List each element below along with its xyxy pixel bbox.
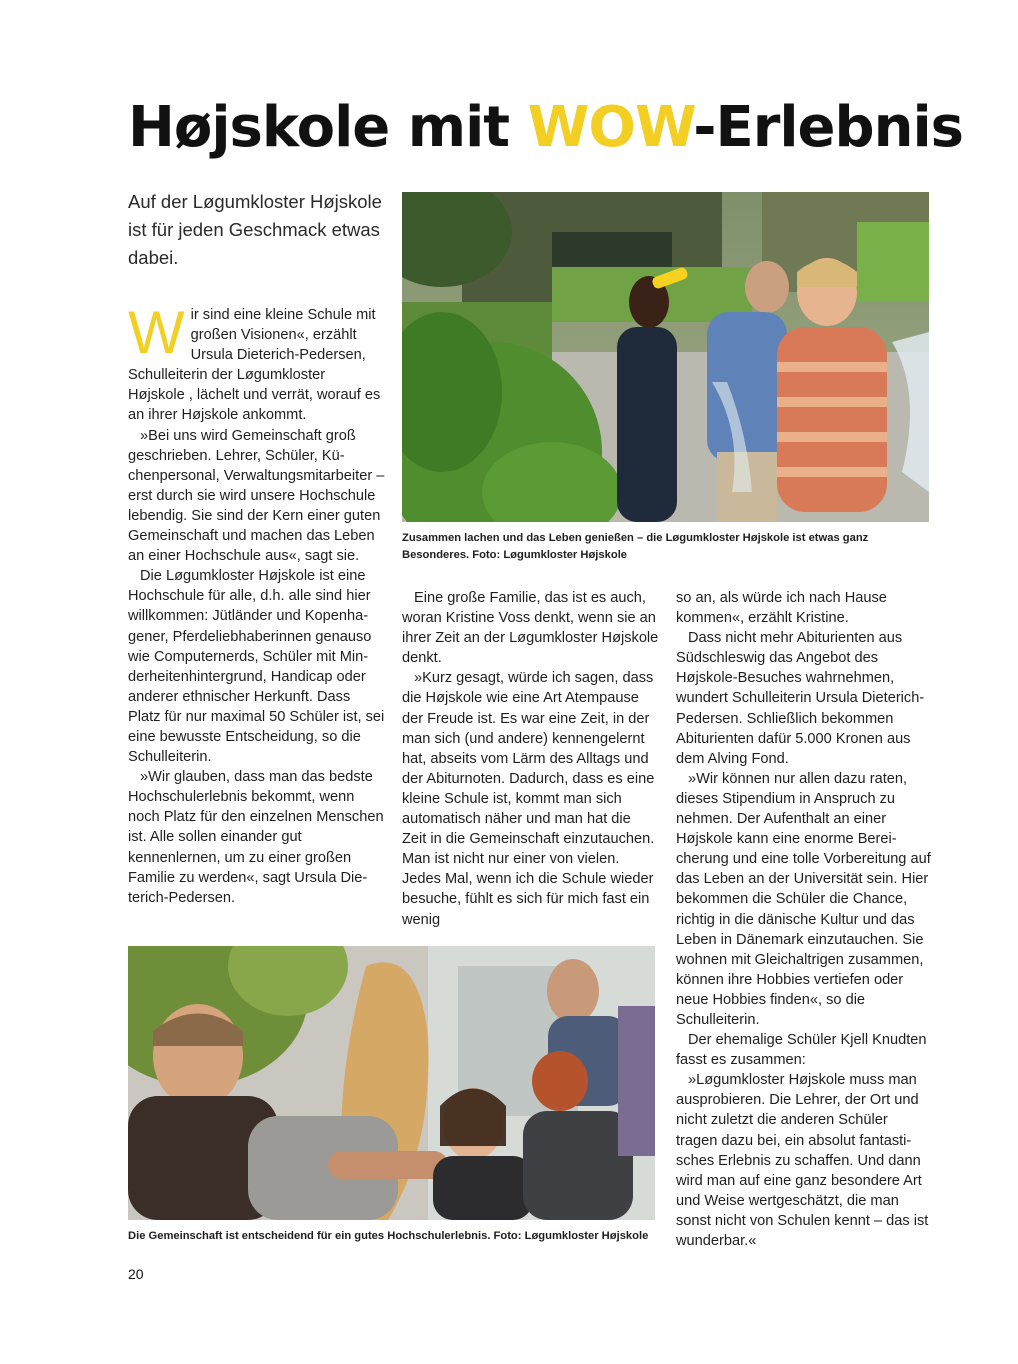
article-column-1	[128, 299, 385, 908]
paragraph-5: Eine große Familie, das ist es auch, woran Kristine Voss denkt, wenn sie an ihrer Zeit an der Løgumkloster Højskole denkt.	[402, 590, 659, 667]
paragraph-4: »Wir glauben, dass man das bedste Hochschulerlebnis bekommt, wenn noch Platz für den einzelnen Menschen ist. Alle sollen einander gut kennenlernen, um zu einer großen Familie zu werden«, sagt Ursula Dieterich-Pedersen.	[128, 769, 384, 906]
headline	[128, 92, 963, 164]
paragraph-3: Die Løgumkloster Højskole ist eine Hochschule für alle, d.h. alle sind hier willkommen: Jütländer und Kopenhagener, Pferdeliebhaberinnen genauso wie Computernerds, Schüler mit Minderheitenhintergrund, Handicap oder anderer ethnischer Herkunft. Dass Platz für nur maximal 50 Schüler ist, sei eine bewusste Entscheidung, so die Schulleiterin.	[128, 568, 385, 766]
paragraph-1-text: ir sind eine kleine Schule mit großen Visionen«, erzählt Ursula Dieterich-Pedersen, Schulleiterin der Løgumkloster Højskole , lächelt und verrät, worauf es an ihrer Højskole ankommt.	[128, 307, 381, 424]
headline-part2: -Erlebnis	[693, 95, 963, 160]
paragraph-7: so an, als würde ich nach Hause kommen«, erzählt Kristine.	[676, 590, 887, 627]
paragraph-6: »Kurz gesagt, würde ich sagen, dass die Højskole wie eine Art Atempause der Freude ist. Es war eine Zeit, in der man sich (und andere) kennengelernt hat, abseits vom Lärm des Alltags und der Abiturnoten. Dadurch, dass es eine kleine Schule ist, kommt man sich automatisch näher und man hat die Zeit in die Gemeinschaft einzutauchen. Man ist nicht nur einer von vielen. Jedes Mal, wenn ich die Schule wieder besuche, fühlt es sich für mich fast ein wenig	[402, 670, 655, 928]
paragraph-8: Dass nicht mehr Abiturienten aus Südschleswig das Angebot des Højskole-Besuches wahrnehmen, wundert Schulleiterin Ursula Dieterich-Pedersen. Schließlich bekommen Abiturienten dafür 5.000 Kronen aus dem Alving Fond.	[676, 630, 925, 767]
photo-water-fight	[402, 192, 929, 522]
page-number: 20	[128, 1266, 144, 1282]
lead-text: Auf der Løgumkloster Højskole ist für jeden Geschmack etwas dabei.	[128, 191, 382, 268]
headline-part1: Højskole mit	[128, 95, 528, 160]
headline-highlight: WOW	[527, 95, 694, 160]
paragraph-11: »Løgumkloster Højskole muss man ausprobieren. Die Lehrer, der Ort und nicht zuletzt die anderen Schüler tragen dazu bei, ein absolut fantastisches Erlebnis zu schaffen. Und dann wird man auf eine ganz besondere Art und Weise wertgeschätzt, die man sonst nicht von Schulen kennt – das ist wunderbar.«	[676, 1072, 929, 1249]
paragraph-10: Der ehemalige Schüler Kjell Knudten fasst es zusammen:	[676, 1032, 927, 1069]
paragraph-1	[128, 299, 385, 426]
article-column-3	[676, 588, 933, 1251]
paragraph-9: »Wir können nur allen dazu raten, dieses Stipendium in Anspruch zu nehmen. Der Aufenthalt an einer Højskole kann eine enorme Bereicherung und eine tolle Vorbereitung auf das Leben an der Universität sein. Hier bekommen die Schüler die Chance, richtig in die dänische Kultur und das Leben in Dänemark einzutauchen. Sie wohnen mit Gleichaltrigen zusammen, können ihre Hobbies vertiefen oder neue Hobbies finden«, so die Schulleiterin.	[676, 770, 931, 1028]
article-column-2	[402, 588, 659, 930]
drop-cap: W	[128, 299, 185, 366]
photo-community	[128, 946, 655, 1220]
paragraph-2: »Bei uns wird Gemeinschaft groß geschrieben. Lehrer, Schüler, Küchenpersonal, Verwaltungsmitarbeiter – erst durch sie wird unsere Hochschule lebendig. Sie sind der Kern einer guten Gemeinschaft und machen das Leben an einer Hochschule aus«, sagt sie.	[128, 427, 385, 565]
photo-2-caption: Die Gemeinschaft ist entscheidend für ein gutes Hochschulerlebnis. Foto: Løgumkloster Højskole	[128, 1230, 649, 1242]
photo-1-caption: Zusammen lachen und das Leben genießen – die Løgumkloster Højskole ist etwas ganz Besonderes. Foto: Løgumkloster Højskole	[402, 532, 869, 561]
